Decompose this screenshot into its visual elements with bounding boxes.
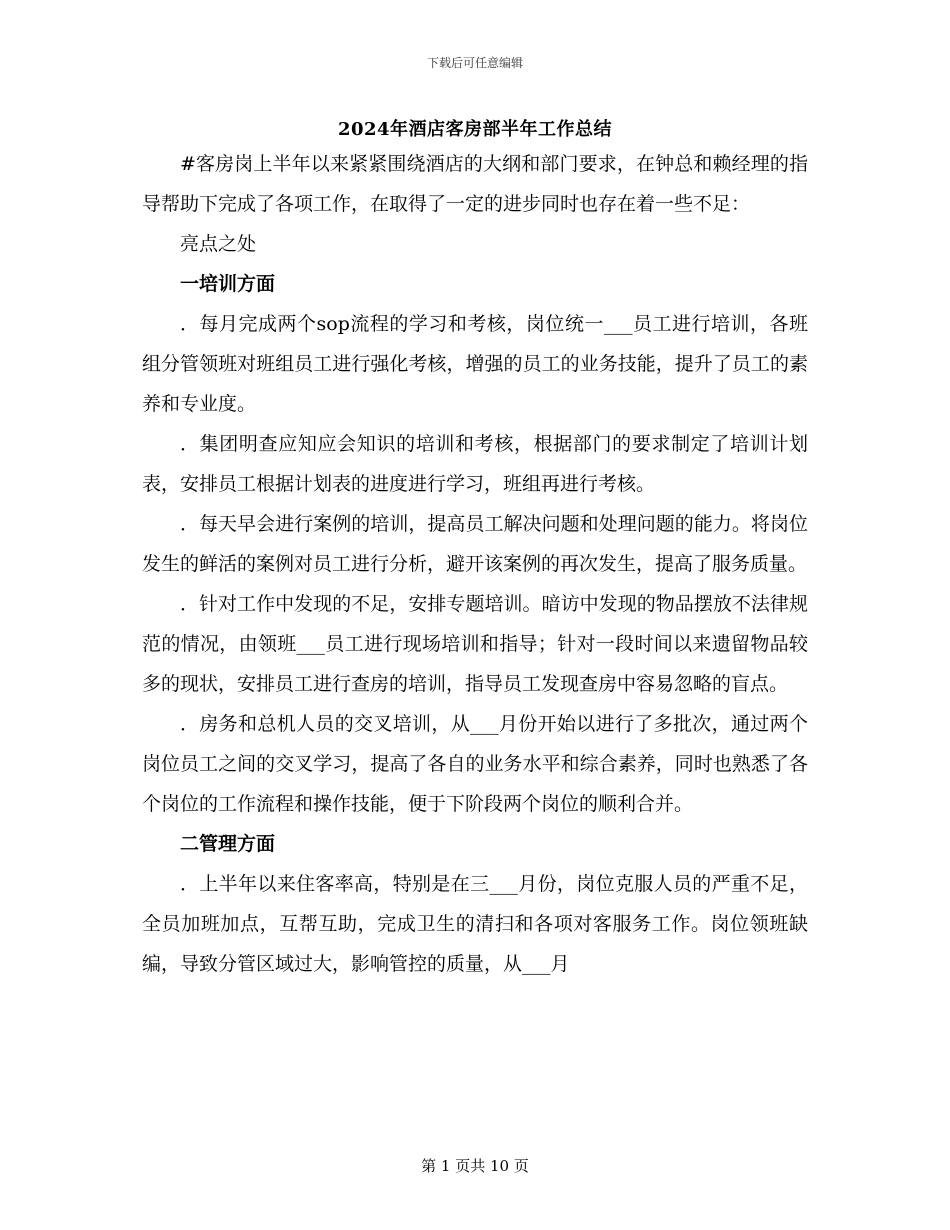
body-paragraph: ．集团明查应知应会知识的培训和考核，根据部门的要求制定了培训计划表，安排员工根据计划表的进度进行学习，班组再进行考核。 bbox=[142, 433, 808, 495]
section-heading-management: 二管理方面 bbox=[180, 833, 276, 855]
header-note: 下载后可任意编辑 bbox=[426, 56, 523, 70]
body-paragraph: ．针对工作中发现的不足，安排专题培训。暗访中发现的物品摆放不法律规范的情况，由领班___员工进行现场培训和指导；针对一段时间以来遗留物品较多的现状，安排员工进行查房的培训，指导员工发现查房中容易忽略的盲点。 bbox=[142, 593, 808, 695]
body-paragraph: ．每天早会进行案例的培训，提高员工解决问题和处理问题的能力。将岗位发生的鲜活的案例对员工进行分析，避开该案例的再次发生，提高了服务质量。 bbox=[142, 513, 808, 575]
section-label-highlights: 亮点之处 bbox=[180, 233, 257, 255]
page-footer: 第 1 页共 10 页 bbox=[421, 1157, 529, 1175]
body-paragraph: ．房务和总机人员的交叉培训，从___月份开始以进行了多批次，通过两个岗位员工之间的交叉学习，提高了各自的业务水平和综合素养，同时也熟悉了各个岗位的工作流程和操作技能，便于下阶段两个岗位的顺利合并。 bbox=[142, 713, 808, 815]
section-heading-training: 一培训方面 bbox=[180, 273, 276, 295]
body-paragraph: ．每月完成两个sop流程的学习和考核，岗位统一___员工进行培训，各班组分管领班对班组员工进行强化考核，增强的员工的业务技能，提升了员工的素养和专业度。 bbox=[142, 313, 808, 415]
intro-paragraph: #客房岗上半年以来紧紧围绕酒店的大纲和部门要求，在钟总和赖经理的指导帮助下完成了各项工作，在取得了一定的进步同时也存在着一些不足： bbox=[142, 153, 808, 215]
body-paragraph: ．上半年以来住客率高，特别是在三___月份，岗位克服人员的严重不足，全员加班加点，互帮互助，完成卫生的清扫和各项对客服务工作。岗位领班缺编，导致分管区域过大，影响管控的质量，从___月 bbox=[142, 873, 808, 975]
document-title: 2024年酒店客房部半年工作总结 bbox=[337, 119, 613, 140]
document-body bbox=[142, 144, 808, 984]
